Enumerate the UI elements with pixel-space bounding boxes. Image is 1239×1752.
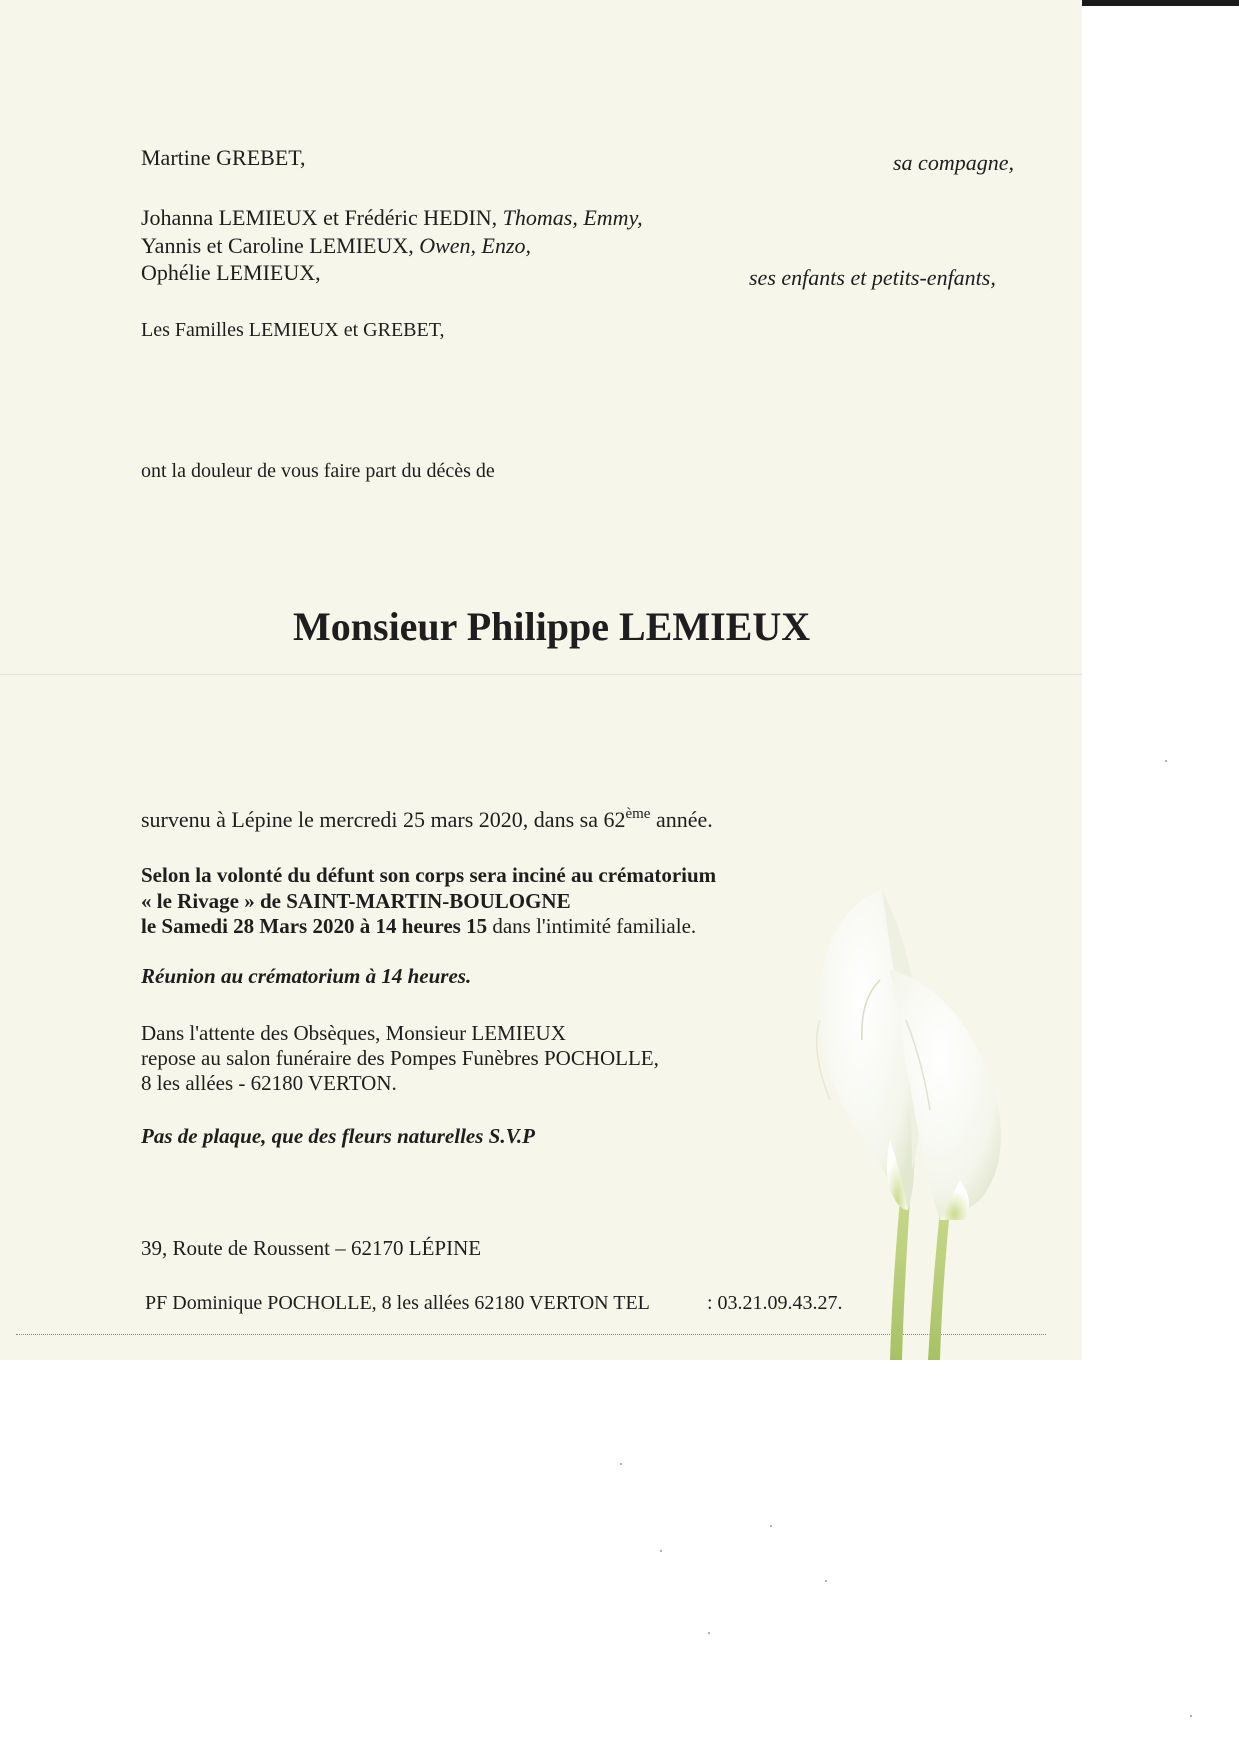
grandchildren-line-1: Thomas, Emmy, bbox=[502, 205, 643, 230]
death-text-end: année. bbox=[650, 807, 713, 832]
deceased-name: Monsieur Philippe LEMIEUX bbox=[293, 604, 811, 649]
funeral-home-info: PF Dominique POCHOLLE, 8 les allées 62180 VERTON TEL bbox=[145, 1292, 650, 1314]
children-line-1 bbox=[141, 207, 643, 229]
children-line-2 bbox=[141, 235, 531, 257]
cremation-line-3 bbox=[141, 916, 696, 937]
scan-speck bbox=[825, 1580, 827, 1582]
fold-line bbox=[0, 674, 1082, 675]
rest-line-1: Dans l'attente des Obsèques, Monsieur LEMIEUX bbox=[141, 1021, 566, 1045]
scan-speck bbox=[1165, 760, 1167, 762]
calla-lily-illustration bbox=[790, 870, 1030, 1360]
children-relation: ses enfants et petits-enfants, bbox=[749, 265, 996, 290]
scan-edge-line bbox=[1082, 0, 1239, 6]
announcement: ont la douleur de vous faire part du décès de bbox=[141, 460, 495, 482]
meeting-note: Réunion au crématorium à 14 heures. bbox=[141, 964, 472, 988]
scan-speck bbox=[708, 1632, 710, 1634]
children-line-1-names: Johanna LEMIEUX et Frédéric HEDIN, bbox=[141, 205, 503, 230]
flowers-note: Pas de plaque, que des fleurs naturelles S.V.P bbox=[141, 1124, 535, 1148]
scan-speck bbox=[660, 1550, 662, 1552]
death-text: survenu à Lépine le mercredi 25 mars 2020, dans sa 62 bbox=[141, 807, 626, 832]
partner-name: Martine GREBET, bbox=[141, 145, 306, 170]
scan-speck bbox=[1190, 1715, 1192, 1717]
grandchildren-line-2: Owen, Enzo, bbox=[419, 233, 532, 258]
rest-line-2: repose au salon funéraire des Pompes Funèbres POCHOLLE, bbox=[141, 1046, 659, 1070]
home-address: 39, Route de Roussent – 62170 LÉPINE bbox=[141, 1236, 482, 1260]
cremation-intimacy: dans l'intimité familiale. bbox=[487, 914, 697, 938]
scan-speck bbox=[620, 1463, 622, 1465]
death-superscript: ème bbox=[625, 806, 651, 822]
partner-relation: sa compagne, bbox=[893, 150, 1014, 175]
rest-line-3: 8 les allées - 62180 VERTON. bbox=[141, 1071, 397, 1095]
children-line-3: Ophélie LEMIEUX, bbox=[141, 260, 321, 285]
cremation-date: le Samedi 28 Mars 2020 à 14 heures 15 bbox=[141, 914, 488, 938]
cremation-line-1: Selon la volonté du défunt son corps sera inciné au crématorium bbox=[141, 863, 717, 887]
scan-speck bbox=[770, 1525, 772, 1527]
children-line-2-names: Yannis et Caroline LEMIEUX, bbox=[141, 233, 420, 258]
families: Les Familles LEMIEUX et GREBET, bbox=[141, 319, 445, 341]
cremation-line-2: « le Rivage » de SAINT-MARTIN-BOULOGNE bbox=[141, 889, 571, 913]
death-line bbox=[141, 806, 713, 832]
funeral-home-phone: : 03.21.09.43.27. bbox=[707, 1292, 843, 1314]
